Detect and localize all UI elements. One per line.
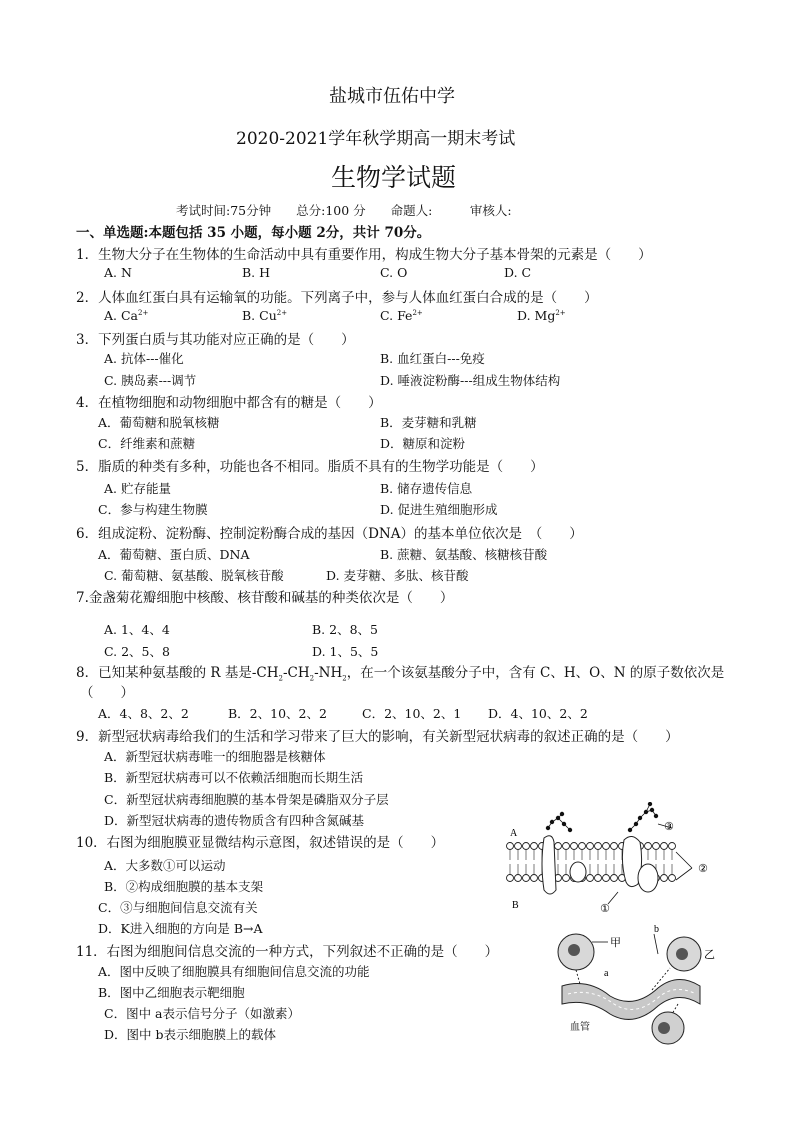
q11-option-d[interactable]: D．图中 b表示细胞膜上的载体 bbox=[104, 1027, 276, 1042]
q9-option-c[interactable]: C．新型冠状病毒细胞膜的基本骨架是磷脂双分子层 bbox=[104, 792, 389, 807]
q9-stem: 9．新型冠状病毒给我们的生活和学习带来了巨大的影响，有关新型冠状病毒的叙述正确的是（ ） bbox=[76, 729, 679, 745]
q11-option-a[interactable]: A．图中反映了细胞膜具有细胞间信息交流的功能 bbox=[98, 964, 370, 979]
subject-title: 生物学试题 bbox=[331, 163, 457, 192]
membrane-label-2: ② bbox=[698, 862, 708, 875]
signal-label-b: b bbox=[654, 924, 659, 935]
exam-meta: 考试时间:75分钟 总分:100 分 命题人: 审核人: bbox=[176, 203, 512, 218]
q7-option-a[interactable]: A. 1、4、4 bbox=[104, 622, 170, 637]
q8-stem-part1: 8．已知某种氨基酸的 R 基是-CH bbox=[76, 665, 279, 681]
q2-option-c[interactable] bbox=[380, 308, 423, 323]
exam-title: 2020-2021学年秋学期高一期末考试 bbox=[236, 129, 516, 149]
q6-option-d[interactable]: D. 麦芽糖、多肽、核苷酸 bbox=[326, 568, 469, 583]
q1-option-c[interactable]: C. O bbox=[380, 265, 408, 280]
q4-option-a[interactable]: A．葡萄糖和脱氧核糖 bbox=[98, 415, 220, 430]
signal-label-vessel: 血管 bbox=[570, 1022, 590, 1033]
signal-label-jia: 甲 bbox=[610, 936, 621, 949]
protein-1 bbox=[542, 836, 556, 894]
q1-stem: 1．生物大分子在生物体的生命活动中具有重要作用，构成生物大分子基本骨架的元素是（ ） bbox=[76, 247, 652, 263]
q10-stem: 10．右图为细胞膜亚显微结构示意图，叙述错误的是（ ） bbox=[76, 835, 445, 851]
q5-option-b[interactable]: B. 储存遗传信息 bbox=[380, 481, 473, 496]
q10-option-c[interactable]: C．③与细胞间信息交流有关 bbox=[98, 900, 258, 915]
q1-option-b[interactable]: B. H bbox=[242, 265, 271, 280]
q2-a-text: A. Ca bbox=[104, 308, 138, 323]
q7-option-d[interactable]: D. 1、5、5 bbox=[312, 644, 379, 659]
q11-stem: 11．右图为细胞间信息交流的一种方式，下列叙述不正确的是（ ） bbox=[76, 944, 499, 960]
q2-option-a[interactable] bbox=[104, 308, 148, 323]
q7-option-b[interactable]: B. 2、8、5 bbox=[312, 622, 378, 637]
signal-label-a: a bbox=[604, 968, 609, 979]
membrane-label-3: ③ bbox=[664, 820, 674, 833]
q3-option-b[interactable]: B. 血红蛋白---免疫 bbox=[380, 351, 485, 366]
blood-vessel bbox=[562, 979, 700, 1019]
q3-option-a[interactable]: A. 抗体---催化 bbox=[104, 351, 184, 366]
q1-option-d[interactable]: D. C bbox=[504, 265, 532, 280]
q8-paren: （ ） bbox=[80, 685, 134, 701]
phospholipid-heads-top bbox=[507, 843, 676, 850]
q2-c-text: C. Fe bbox=[380, 308, 413, 323]
q4-option-d[interactable]: D．糖原和淀粉 bbox=[380, 436, 466, 451]
q9-option-b[interactable]: B．新型冠状病毒可以不依赖活细胞而长期生活 bbox=[104, 770, 364, 785]
q8-option-d[interactable]: D．4、10、2、2 bbox=[488, 706, 588, 721]
q2-option-b[interactable] bbox=[242, 308, 287, 323]
q2-a-sup: 2+ bbox=[138, 308, 149, 317]
q11-option-b[interactable]: B．图中乙细胞表示靶细胞 bbox=[98, 985, 245, 1000]
protein-4 bbox=[638, 864, 658, 892]
q11-option-c[interactable]: C．图中 a表示信号分子（如激素） bbox=[104, 1006, 300, 1021]
q8-stem-part4: ，在一个该氨基酸分子中，含有 C、H、O、N 的原子数依次是 bbox=[346, 665, 725, 681]
q8-option-a[interactable]: A．4、8、2、2 bbox=[98, 706, 189, 721]
q3-stem: 3．下列蛋白质与其功能对应正确的是（ ） bbox=[76, 332, 355, 348]
q8-option-c[interactable]: C．2、10、2、1 bbox=[362, 706, 462, 721]
q6-option-b[interactable]: B. 蔗糖、氨基酸、核糖核苷酸 bbox=[380, 547, 548, 562]
q5-option-c[interactable]: C．参与构建生物膜 bbox=[98, 502, 208, 517]
membrane-label-b: B bbox=[512, 900, 519, 911]
q8-sub3: 2 bbox=[342, 674, 347, 683]
signaling-figure bbox=[548, 924, 718, 1054]
q4-option-b[interactable]: B．麦芽糖和乳糖 bbox=[380, 415, 477, 430]
q8-stem-part2: -CH bbox=[282, 665, 310, 681]
q8-option-b[interactable]: B．2、10、2、2 bbox=[228, 706, 327, 721]
q2-c-sup: 2+ bbox=[412, 308, 423, 317]
q2-option-d[interactable] bbox=[517, 308, 566, 323]
membrane-figure bbox=[500, 802, 720, 912]
q7-option-c[interactable]: C. 2、5、8 bbox=[104, 644, 170, 659]
q9-option-d[interactable]: D．新型冠状病毒的遗传物质含有四种含氮碱基 bbox=[104, 813, 365, 828]
q4-option-c[interactable]: C．纤维素和蔗糖 bbox=[98, 436, 196, 451]
q4-stem: 4．在植物细胞和动物细胞中都含有的糖是（ ） bbox=[76, 395, 382, 411]
q5-stem: 5．脂质的种类有多种，功能也各不相同。脂质不具有的生物学功能是（ ） bbox=[76, 459, 544, 475]
q3-option-d[interactable]: D. 唾液淀粉酶---组成生物体结构 bbox=[380, 373, 561, 388]
q8-stem-part3: -NH bbox=[314, 665, 343, 681]
q2-b-sup: 2+ bbox=[276, 308, 288, 317]
q8-stem bbox=[76, 661, 724, 683]
q5-option-d[interactable]: D. 促进生殖细胞形成 bbox=[380, 502, 498, 517]
protein-3 bbox=[570, 862, 586, 882]
q8-sub2: 2 bbox=[309, 674, 315, 683]
q10-option-d[interactable]: D．K进入细胞的方向是 B→A bbox=[98, 921, 263, 936]
membrane-label-1: ① bbox=[600, 902, 610, 912]
q6-option-c[interactable]: C. 葡萄糖、氨基酸、脱氧核苷酸 bbox=[104, 568, 284, 583]
q2-d-text: D. Mg bbox=[517, 308, 556, 323]
q2-b-text: B. Cu bbox=[242, 308, 277, 323]
q3-option-c[interactable]: C. 胰岛素---调节 bbox=[104, 373, 197, 388]
q2-stem: 2．人体血红蛋白具有运输氧的功能。下列离子中，参与人体血红蛋白合成的是（ ） bbox=[76, 290, 598, 306]
q5-option-a[interactable]: A. 贮存能量 bbox=[104, 481, 171, 496]
q2-d-sup: 2+ bbox=[555, 308, 566, 317]
q10-option-b[interactable]: B．②构成细胞膜的基本支架 bbox=[104, 879, 264, 894]
q1-option-a[interactable]: A. N bbox=[104, 265, 132, 280]
q9-option-a[interactable]: A．新型冠状病毒唯一的细胞器是核糖体 bbox=[104, 749, 326, 764]
q6-stem: 6．组成淀粉、淀粉酶、控制淀粉酶合成的基因（DNA）的基本单位依次是 （ ） bbox=[76, 526, 583, 542]
q7-stem: 7.金盏菊花瓣细胞中核酸、核苷酸和碱基的种类依次是（ ） bbox=[76, 590, 454, 606]
q6-option-a[interactable]: A．葡萄糖、蛋白质、DNA bbox=[98, 547, 250, 562]
q8-sub1: 2 bbox=[278, 674, 283, 683]
membrane-label-a: A bbox=[510, 828, 518, 839]
school-name: 盐城市伍佑中学 bbox=[329, 86, 455, 107]
section-heading: 一、单选题:本题包括 35 小题，每小题 2分，共计 70分。 bbox=[76, 225, 431, 241]
signal-label-yi: 乙 bbox=[704, 948, 715, 961]
q10-option-a[interactable]: A．大多数①可以运动 bbox=[104, 858, 226, 873]
